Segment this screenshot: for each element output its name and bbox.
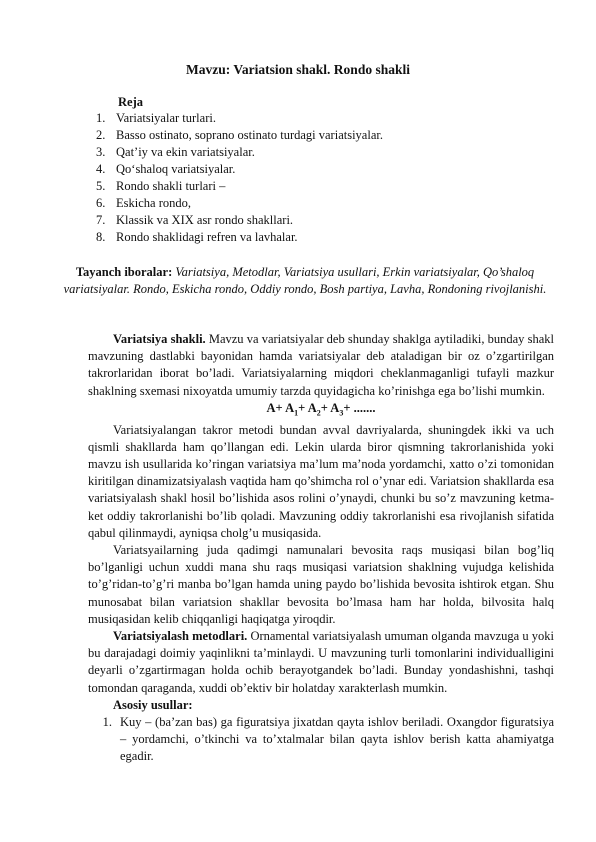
keywords-block — [60, 264, 550, 298]
list-item: 1. Kuy – (ba’zan bas) ga figuratsiya jixatdan qayta ishlov beriladi. Oxangdor figuratsiya – yordamchi, o’tkinchi va to’xtalmalar bilan qayta ishlov berish katta ahamiyatga egadir. — [102, 714, 554, 764]
methods-heading: Asosiy usullar: — [113, 697, 193, 712]
paragraph: Variatsiyalangan takror metodi bundan avval davriyalarda, shuningdek ikki va uch qismli shakllarda ham qo’llangan edi. Lekin ularda biror qismning takrorlanishida yoki mavzu ish usullarida ko’ringan variatsiya ma’lum ma’noda yordamchi, xatto o’zi tomonidan kiritilgan dinamizatsiyalash vaqtida ham qo’shimcha rol o’ynar edi. Variatsion shakllarda esa variatsiyalash shakl hosil bo’lishida asos rolini o’ynaydi, chunki bu so’z mavzuning ketma-ket oddiy takrorlanishi bo’lib qoladi. Mavzuning oddiy takrorlanishi esa rivojlanish sifatida qabul qilinmaydi, ayniqsa cholg’u musiqasida. — [88, 422, 554, 540]
list-item: 3. Qat’iy va ekin variatsiyalar. — [96, 145, 255, 159]
methods-list — [88, 714, 554, 766]
plan-heading: Reja — [118, 95, 143, 109]
paragraph: Variatsyailarning juda qadimgi namunalari bevosita raqs musiqasi bilan bog’liq bo’lganligi uchun xuddi mana shu raqs musiqasi variatsion shaklning vujudga kelishida to’g’ridan-to’g’ri manba bo’lgan hamda uning paydo bo’lishida bevosita ishtirok etgan. Shu munosabat bilan variatsion shakllar bevosita bo’lmasa ham har holda, bilvosita halq musiqasidan kelib chiqqanligi haqiqatga yiroqdir. — [88, 542, 554, 626]
paragraph: Variatsiyalash metodlari. Ornamental variatsiyalash umuman olganda mavzuga u yoki bu darajadagi doimiy yaqinlikni ta’minlaydi. U mavzuning turli tomonlarini individualligini deyarli o’zgartirmagan holda ochib berayotgandek bo’ladi. Bunday yondashishni, tashqi tomondan qaraganda, xuddi ob’ektiv bir holatday xarakterlash mumkin. — [88, 628, 554, 695]
keywords-text: Variatsiya, Metodlar, Variatsiya usullari, Erkin variatsiyalar, Qo’shaloq variatsiyalar. Rondo, Eskicha rondo, Oddiy rondo, Bosh partiya, Lavha, Rondoning rivojlanishi. — [63, 265, 547, 296]
body-text — [88, 331, 554, 766]
formula: $A+ A_1+ A_2+ A_3+$ ....... — [266, 400, 376, 418]
paragraph: Variatsiya shakli. Mavzu va variatsiyalar deb shunday shaklga aytiladiki, bunday shakl mavzuning dastlabki bayonidan hamda variatsiyalar deb ataladigan bir oz o’zgartirilgan takrorlaridan iborat bo’ladi. Variatsiyalarning miqdori cheklanmaganligi tufayli mazkur shaklning sxemasi nixoyatda umumiy tarzda quyidagicha ko’rinishga ega bo’lishi mumkin. — [88, 332, 554, 398]
list-item: 8. Rondo shaklidagi refren va lavhalar. — [96, 230, 298, 244]
list-item: 4. Qo‘shaloq variatsiyalar. — [96, 162, 236, 176]
section-heading: Variatsiyalash metodlari. — [113, 628, 248, 643]
list-item: 7. Klassik va XIX asr rondo shakllari. — [96, 213, 294, 227]
list-item: 1. Variatsiyalar turlari. — [96, 111, 216, 125]
keywords-label: Tayanch iboralar: — [75, 265, 173, 279]
plan-list — [96, 110, 383, 246]
list-item: 5. Rondo shakli turlari – — [96, 179, 226, 193]
list-item: 2. Basso ostinato, soprano ostinato turdagi variatsiyalar. — [96, 128, 383, 142]
list-item: 6. Eskicha rondo, — [96, 196, 191, 210]
section-heading: Variatsiya shakli. — [113, 332, 206, 346]
page-title: Mavzu: Variatsion shakl. Rondo shakli — [186, 62, 410, 77]
